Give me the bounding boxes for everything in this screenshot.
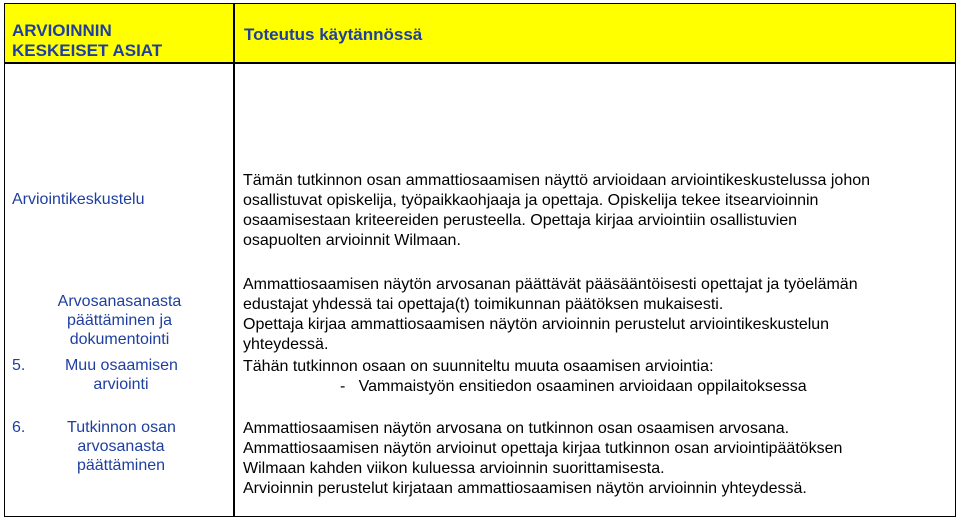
label-line: dokumentointi xyxy=(69,331,170,348)
text-line: Ammattiosaamisen näytön arvosanan päättävät pääsääntöisesti opettajat ja työelämän xyxy=(243,276,858,293)
bullet-text: Vammaistyön ensitiedon osaaminen arvioidaan oppilaitoksessa xyxy=(358,378,807,395)
text-line: Tähän tutkinnon osaan on suunniteltu muuta osaamisen arviointia: xyxy=(243,358,714,375)
label-line xyxy=(12,356,227,375)
paragraph-tutkinnon-osan-arvosana xyxy=(243,419,948,499)
label-line: arvosanasta xyxy=(77,438,165,455)
bullet-line xyxy=(243,377,948,397)
header-left-title xyxy=(12,21,162,61)
label-arvosanasta-paattaminen xyxy=(12,292,227,349)
item-number: 6. xyxy=(12,419,26,436)
label-line: Arvosanasanasta xyxy=(57,293,182,310)
label-line: päättäminen xyxy=(76,457,166,474)
label-line xyxy=(12,418,227,437)
header-divider xyxy=(4,62,956,64)
label-text: Muu osaamisen xyxy=(64,357,178,374)
paragraph-arviointikeskustelu xyxy=(243,171,948,251)
paragraph-arvosanan-paattaminen xyxy=(243,275,948,355)
text-line: Ammattiosaamisen näytön arvioinut opettaja kirjaa tutkinnon osan arviointipäätöksen xyxy=(243,440,843,457)
column-divider xyxy=(233,3,235,517)
label-text: Tutkinnon osan xyxy=(67,419,176,436)
label-tutkinnon-osan-arvosana xyxy=(12,418,227,475)
text-line: Arvioinnin perustelut kirjataan ammattiosaamisen näytön arvioinnin yhteydessä. xyxy=(243,480,807,497)
header-right-title: Toteutus käytännössä xyxy=(244,25,423,44)
header-left-title-line1: ARVIOINNIN xyxy=(12,21,112,40)
paragraph-muu-arviointi xyxy=(243,357,948,397)
dash-marker: - xyxy=(340,378,346,395)
text-line: yhteydessä. xyxy=(243,336,329,353)
label-arviointikeskustelu: Arviointikeskustelu xyxy=(12,191,145,208)
header-left-title-line2: KESKEISET ASIAT xyxy=(12,41,163,60)
label-muu-osaamisen-arviointi xyxy=(12,356,227,394)
text-line: Ammattiosaamisen näytön arvosana on tutkinnon osan osaamisen arvosana. xyxy=(243,420,790,437)
label-line: päättäminen ja xyxy=(67,312,172,329)
text-line: Tämän tutkinnon osan ammattiosaamisen näyttö arvioidaan arviointikeskustelussa johon xyxy=(243,172,871,189)
item-number: 5. xyxy=(12,357,26,374)
text-line: Opettaja kirjaa ammattiosaamisen näytön arvioinnin perustelut arviointikeskustelun xyxy=(243,316,830,333)
text-line: Wilmaan kahden viikon kuluessa arvioinnin suorittamisesta. xyxy=(243,460,665,477)
text-line: osaamisestaan kriteereiden perusteella. Opettaja kirjaa arviointiin osallistuvien xyxy=(243,212,798,229)
text-line: edustajat yhdessä tai opettaja(t) toimikunnan päätöksen mukaisesti. xyxy=(243,296,724,313)
text-line: osallistuvat opiskelija, työpaikkaohjaaja ja opettaja. Opiskelija tekee itsearvioinnin xyxy=(243,192,819,209)
label-line: arviointi xyxy=(93,376,149,393)
text-line: osapuolten arvioinnit Wilmaan. xyxy=(243,232,461,249)
